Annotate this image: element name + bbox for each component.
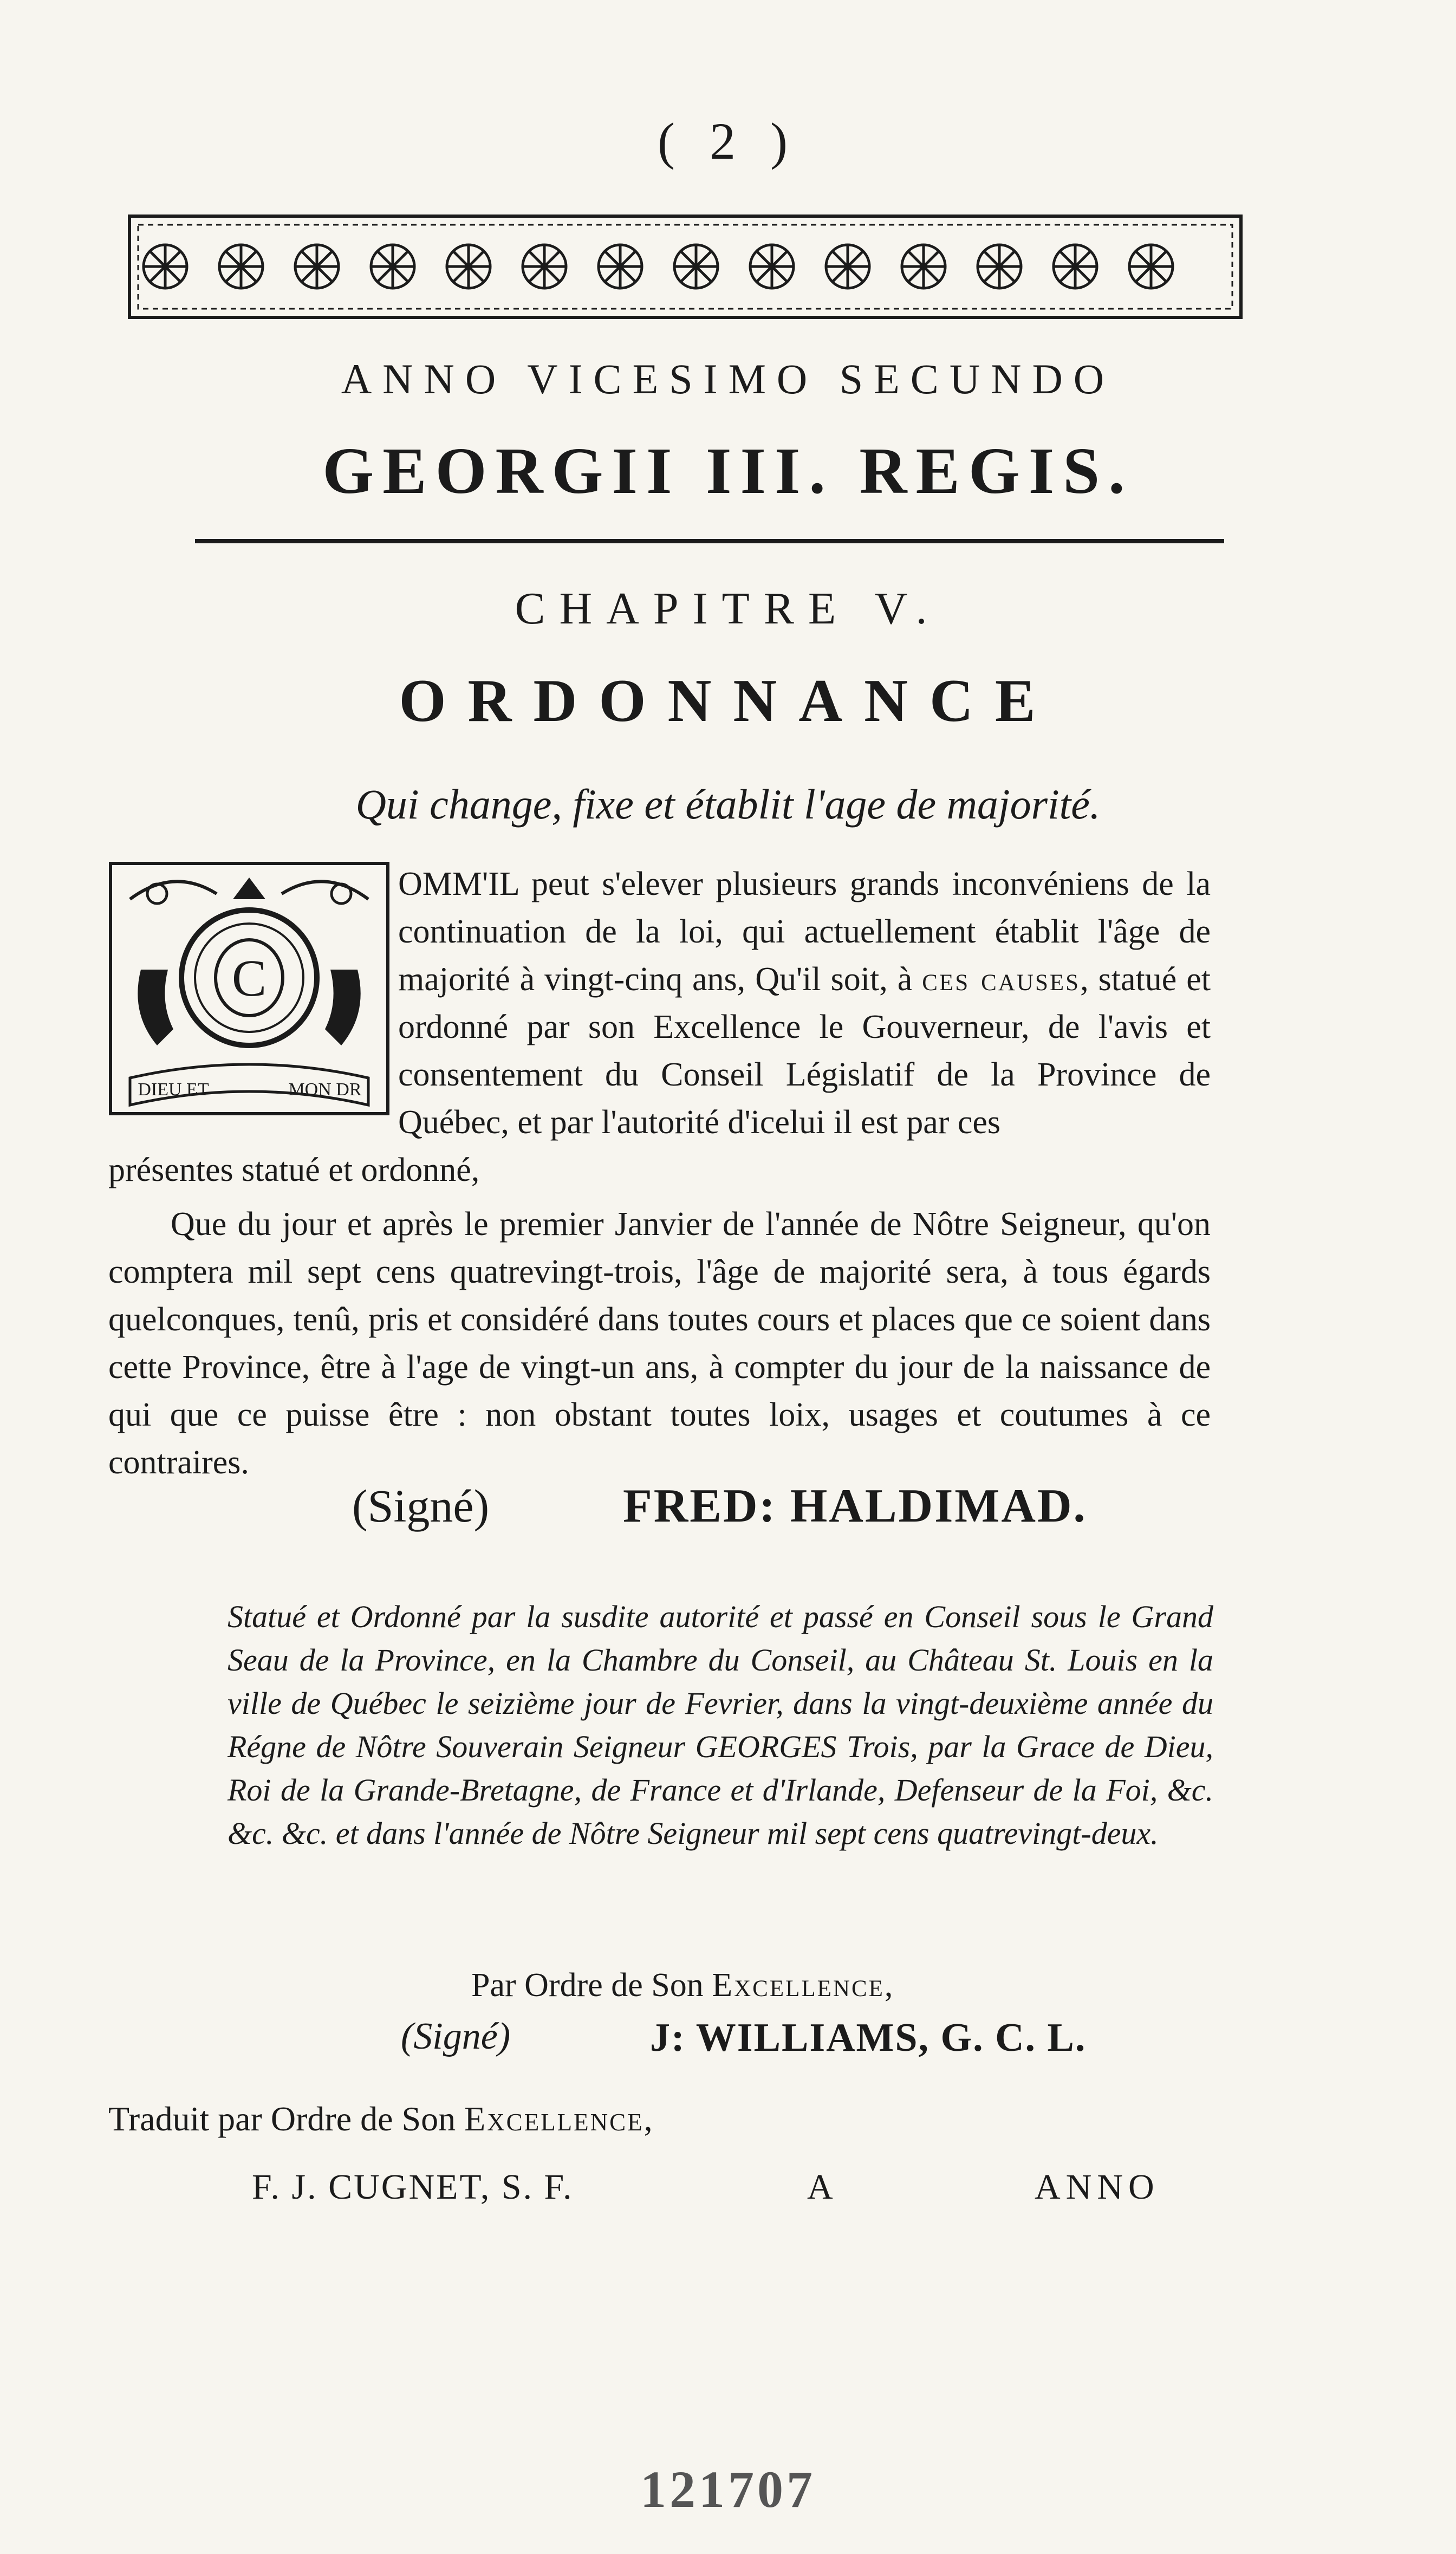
royal-coat-of-arms-icon <box>108 861 390 1116</box>
statute-note: Statué et Ordonné par la susdite autorité et passé en Conseil sous le Grand Seau de la Province, en la Chambre du Conseil, au Château St. Louis en la ville de Québec le seizième jour de Fevrier, dans la vingt-deuxième année du Régne de Nôtre Souverain Seigneur GEORGES Trois, par la Grace de Dieu, Roi de la Grande-Bretagne, de France et d'Irlande, Defenseur de la Foi, &c. &c. &c. et dans l'année de Nôtre Seigneur mil sept cens quatrevingt-deux. <box>227 1599 1213 1851</box>
page-folio: ( 2 ) <box>658 112 798 170</box>
by-order-line <box>471 1966 893 2005</box>
signed-label: (Signé) <box>352 1480 490 1532</box>
preamble-text-b: , statué et ordonné par son Excellence le Gouverneur, de l'avis et consentement du Conseil Législatif de la Province de Québec, et par l'autorité d'icelui il est par ces <box>398 961 1211 1141</box>
by-order-small-caps: Excellence <box>712 1967 885 2004</box>
by-order-text-a: Par Ordre de Son <box>471 1967 712 2004</box>
governor-signature: FRED: HALDIMAD. <box>623 1480 1087 1532</box>
motto-left: DIEU ET <box>138 1080 209 1100</box>
paragraph-enactment: Que du jour et après le premier Janvier de l'année de Nôtre Seigneur, qu'on comptera mil sept cens quatrevingt-trois, l'âge de majorité sera, à tous égards quelconques, tenû, pris et considéré dans toutes cours et places que ce soient dans cette Province, être à l'age de vingt-un ans, à compter du jour de la naissance de qui que ce puisse être : non obstant toutes loix, usages et coutumes à ce contraires. <box>108 1206 1211 1481</box>
catchword: ANNO <box>1035 2167 1160 2207</box>
chapter-label: CHAPITRE V. <box>515 583 941 634</box>
ordinance-heading: ORDONNANCE <box>399 667 1057 735</box>
library-stamp-number: 121707 <box>640 2460 816 2518</box>
preamble-text-a: OMM'IL peut s'elever plusieurs grands inconvéniens de la continuation de la loi, qui actuellement établit l'âge de majorité à vingt-cinq ans, Qu'il soit, à <box>398 866 1211 998</box>
motto-right: MON DR <box>288 1080 362 1100</box>
secretary-signature: J: WILLIAMS, G. C. L. <box>650 2016 1087 2060</box>
decorative-border-ornament <box>127 214 1243 320</box>
translation-text-a: Traduit par Ordre de Son <box>108 2100 465 2138</box>
anno-line: ANNO VICESIMO SECUNDO <box>341 355 1115 402</box>
ordinance-subtitle: Qui change, fixe et établit l'age de majorité. <box>355 781 1101 828</box>
paragraph-preamble <box>398 860 1211 1146</box>
translation-line <box>108 2099 653 2139</box>
translation-small-caps: Excellence <box>464 2100 644 2138</box>
signature-mark: A <box>807 2167 833 2207</box>
horizontal-rule <box>195 539 1224 543</box>
paragraph-preamble-tail: présentes statué et ordonné, <box>108 1152 480 1188</box>
by-order-text-b: , <box>884 1967 893 2004</box>
emblem-initial: C <box>231 949 267 1007</box>
translation-text-b: , <box>644 2100 653 2138</box>
preamble-small-caps: ces causes <box>922 961 1081 998</box>
translator-name: F. J. CUGNET, S. F. <box>252 2167 574 2207</box>
reign-line: GEORGII III. REGIS. <box>322 434 1134 508</box>
signed-label-2: (Signé) <box>401 2016 511 2057</box>
